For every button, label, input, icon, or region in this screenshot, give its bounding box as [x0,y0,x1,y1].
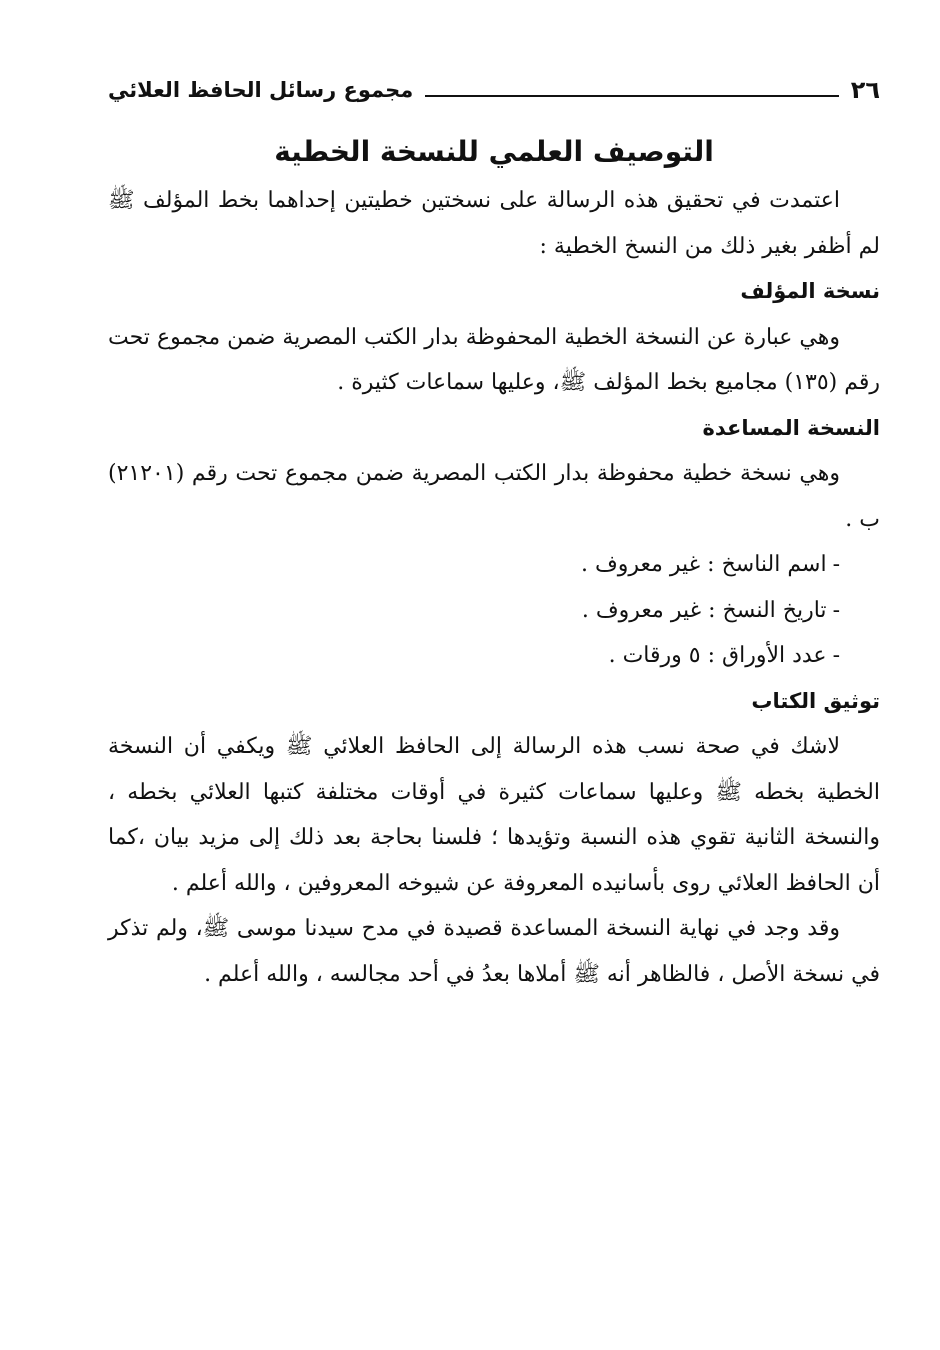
header-rule [425,95,838,97]
authentication-paragraph: لاشك في صحة نسب هذه الرسالة إلى الحافظ العلائي ﷺ ويكفي أن النسخة الخطية بخطه ﷺ وعليها سماعات كثيرة في أوقات مختلفة كتبها العلائي بخطه ، والنسخة الثانية تقوي هذه النسبة وتؤيدها ؛ فلسنا بحاجة بعد ذلك إلى مزيد بيان ،كما أن الحافظ العلائي روى بأسانيده المعروفة عن شيوخه المعروفين ، والله أعلم . [108,734,880,896]
author-copy-heading: نسخة المؤلف [740,279,880,303]
list-item [108,588,880,634]
list-item [108,633,880,679]
running-header [108,70,880,110]
closing-paragraph: وقد وجد في نهاية النسخة المساعدة قصيدة في مدح سيدنا موسى ﷺ، ولم تذكر في نسخة الأصل ، فالظاهر أنه ﷺ أملاها بعدُ في أحد مجالسه ، والله أعلم . [108,916,880,987]
page-number: ٢٦ [850,76,880,104]
list-dash: - [832,597,840,623]
list-item [108,542,880,588]
running-title: مجموع رسائل الحافظ العلائي [108,78,414,102]
list-dash: - [832,552,840,577]
folio-count-detail: عدد الأوراق : ٥ ورقات . [608,643,827,668]
intro-paragraph: اعتمدت في تحقيق هذه الرسالة على نسختين خطيتين إحداهما بخط المؤلف ﷺ لم أظفر بغير ذلك من النسخ الخطية : [108,188,880,259]
body-text [108,178,880,997]
list-dash: - [832,643,840,668]
copy-date-detail: تاريخ النسخ : غير معروف . [581,597,827,623]
authentication-heading: توثيق الكتاب [751,688,880,713]
copyist-detail: اسم الناسخ : غير معروف . [580,552,827,577]
auxiliary-copy-heading: النسخة المساعدة [702,415,880,440]
auxiliary-copy-details [108,542,880,679]
section-title: التوصيف العلمي للنسخة الخطية [274,135,714,168]
author-copy-paragraph: وهي عبارة عن النسخة الخطية المحفوظة بدار الكتب المصرية ضمن مجموع تحت رقم (١٣٥) مجاميع بخط المؤلف ﷺ، وعليها سماعات كثيرة . [108,324,880,395]
auxiliary-copy-paragraph: وهي نسخة خطية محفوظة بدار الكتب المصرية ضمن مجموع تحت رقم (٢١٢٠١) ب . [108,461,880,532]
